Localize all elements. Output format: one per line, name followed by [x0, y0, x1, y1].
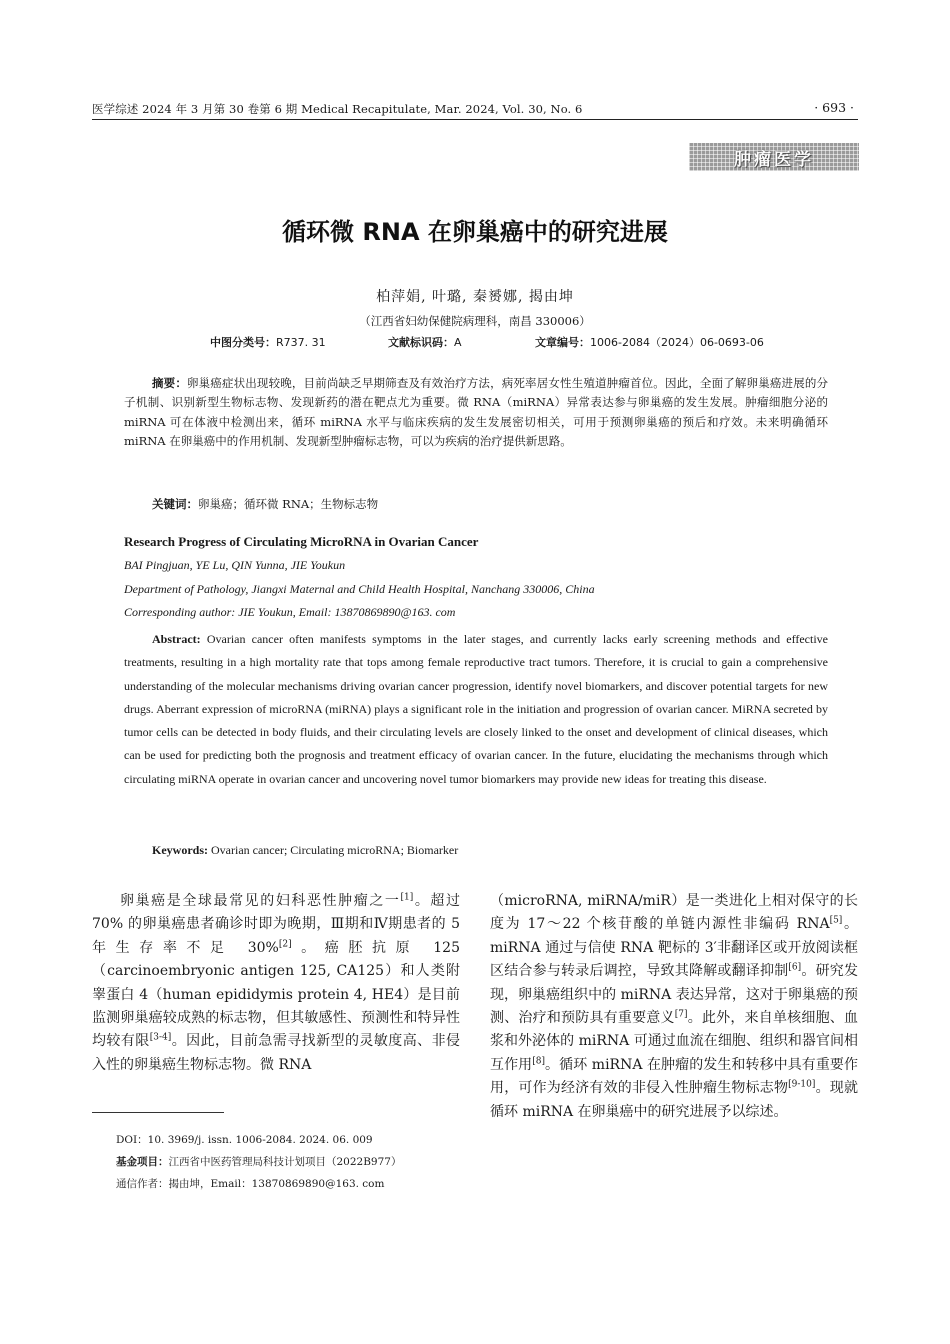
- body-text: 。研究发现，卵巢癌组织中的 miRNA 表达异常，这对于卵巢癌的预测、治疗和预防具有重要意义: [490, 963, 859, 1027]
- abstract-cn-label: 摘要：: [152, 376, 187, 390]
- affiliation-cn: （江西省妇幼保健院病理科，南昌 330006）: [359, 314, 591, 328]
- citation: [3-4]: [149, 1032, 172, 1043]
- english-abstract-text: Ovarian cancer often manifests symptoms in the later stages, and currently lacks early screening methods and effective treatments, resulting in a high mortality rate that tops among female reproductive tract tumors. Therefore, it is crucial to gain a comprehensive understanding of the molecular mechanisms driving ovarian cancer progression, identify novel biomarkers, and discover potential targets for new drugs. Aberrant expression of microRNA (miRNA) plays a significant role in the initiation and progression of ovarian cancer. MiRNA secreted by tumor cells can be detected in body fluids, and their circulating levels are closely linked to the onset and development of clinical diseases, which can be used for predicting both the prognosis and treatment efficacy of ovarian cancer. In the future, elucidating the mechanisms through which circulating miRNA operate in ovarian cancer and uncovering novel tumor biomarkers may provide new ideas for treating this disease.: [124, 632, 828, 786]
- journal-header: 医学综述 2024 年 3 月第 30 卷第 6 期 Medical Recapitulate, Mar. 2024, Vol. 30, No. 6: [92, 102, 583, 116]
- english-keywords-label: Keywords:: [152, 843, 208, 857]
- doc-code: [388, 334, 462, 350]
- id-value: 1006-2084（2024）06-0693-06: [590, 336, 764, 349]
- doc-label: 文献标识码：: [388, 336, 454, 349]
- header-rule: [92, 119, 858, 120]
- page-number: · 693 ·: [814, 100, 854, 115]
- english-authors: BAI Pingjuan, YE Lu, QIN Yunna, JIE Youkun: [124, 558, 346, 572]
- body-text: 。miRNA 通过与信使 RNA 靶标的 3′非翻译区或开放阅读框区结合参与转录后调控，导致其降解或翻译抑制: [490, 916, 858, 980]
- body-text: 。此外，来自单核细胞、血浆和外泌体的 miRNA 可通过血流在细胞、组织和器官间相互作用: [490, 1010, 859, 1073]
- abstract-cn: [124, 374, 828, 452]
- footnote-fund: [116, 1154, 401, 1169]
- authors-cn: 柏萍娟, 叶璐, 秦赟娜, 揭由坤: [376, 289, 574, 305]
- citation: [1]: [400, 892, 414, 903]
- abstract-cn-text: 卵巢癌症状出现较晚，目前尚缺乏早期筛查及有效治疗方法，病死率居女性生殖道肿瘤首位。因此，全面了解卵巢癌进展的分子机制、识别新型生物标志物、发现新药的潜在靶点尤为重要。微 RNA（miRNA）异常表达参与卵巢癌的发生发展。肿瘤细胞分泌的 miRNA 可在体液中检测出来，循环 miRNA 水平与临床疾病的发生发展密切相关，可用于预测卵巢癌的预后和疗效。未来明确循环 miRNA 在卵巢癌中的作用机制、发现新型肿瘤标志物，可以为疾病的治疗提供新思路。: [124, 376, 829, 449]
- keywords-cn: [152, 495, 828, 514]
- citation: [6]: [788, 962, 802, 973]
- body-text: 。循环 miRNA 在肿瘤的发生和转移中具有重要作用，可作为经济有效的非侵入性肿瘤生物标志物: [490, 1056, 859, 1097]
- english-keywords: [152, 843, 458, 858]
- citation: [5]: [829, 915, 843, 926]
- body-text: 。超过 70% 的卵巢癌患者确诊时即为晚期，Ⅲ期和Ⅳ期患者的 5 年生存率不足 30%: [92, 893, 460, 956]
- english-title: Research Progress of Circulating MicroRNA in Ovarian Cancer: [124, 534, 479, 549]
- body-text: 。癌胚抗原 125（carcinoembryonic antigen 125, CA125）和人类附睾蛋白 4（human epididymis protein 4, HE4）是目前监测卵巢癌较成熟的标志物，但其敏感性、预测性和特异性均较有限: [92, 939, 460, 1050]
- id-label: 文章编号：: [535, 336, 590, 349]
- clc-value: R737. 31: [276, 336, 326, 349]
- footnote-corresponding: 通信作者：揭由坤，Email：13870869890@163. com: [116, 1178, 385, 1190]
- english-abstract-label: Abstract:: [152, 632, 201, 646]
- clc-label: 中图分类号：: [210, 336, 276, 349]
- english-department: Department of Pathology, Jiangxi Maternal and Child Health Hospital, Nanchang 330006, China: [124, 582, 595, 596]
- body-text: 卵巢癌是全球最常见的妇科恶性肿瘤之一: [120, 893, 401, 909]
- body-text: 。因此，目前急需寻找新型的灵敏度高、非侵入性的卵巢癌生物标志物。微 RNA: [92, 1033, 461, 1073]
- keywords-cn-label: 关键词：: [152, 497, 198, 511]
- english-corresponding: Corresponding author: JIE Youkun, Email: 13870869890@163. com: [124, 605, 456, 619]
- footnote-rule: [92, 1112, 224, 1113]
- citation: [7]: [674, 1009, 688, 1020]
- citation: [2]: [278, 939, 292, 950]
- clc-number: [210, 334, 326, 350]
- article-id: [535, 334, 764, 350]
- fund-label: 基金项目：: [116, 1156, 169, 1168]
- citation: [9-10]: [788, 1079, 816, 1090]
- body-column-left: [92, 890, 460, 1077]
- body-column-right: [490, 890, 858, 1124]
- english-abstract: [124, 628, 828, 791]
- citation: [8]: [532, 1056, 545, 1067]
- section-tag: 肿瘤医学: [689, 143, 859, 171]
- footnote-doi: DOI：10. 3969/j. issn. 1006-2084. 2024. 06. 009: [116, 1134, 373, 1146]
- english-keywords-text: Ovarian cancer; Circulating microRNA; Biomarker: [211, 843, 459, 857]
- doc-value: A: [454, 336, 462, 349]
- body-text: 。现就循环 miRNA 在卵巢癌中的研究进展予以综述。: [490, 1080, 859, 1120]
- fund-text: 江西省中医药管理局科技计划项目（2022B977）: [168, 1156, 402, 1168]
- article-title: 循环微 RNA 在卵巢癌中的研究进展: [282, 218, 668, 246]
- body-text: （microRNA, miRNA/miR）是一类进化上相对保守的长度为 17～22 个核苷酸的单链内源性非编码 RNA: [490, 893, 858, 933]
- keywords-cn-text: 卵巢癌；循环微 RNA；生物标志物: [198, 497, 379, 511]
